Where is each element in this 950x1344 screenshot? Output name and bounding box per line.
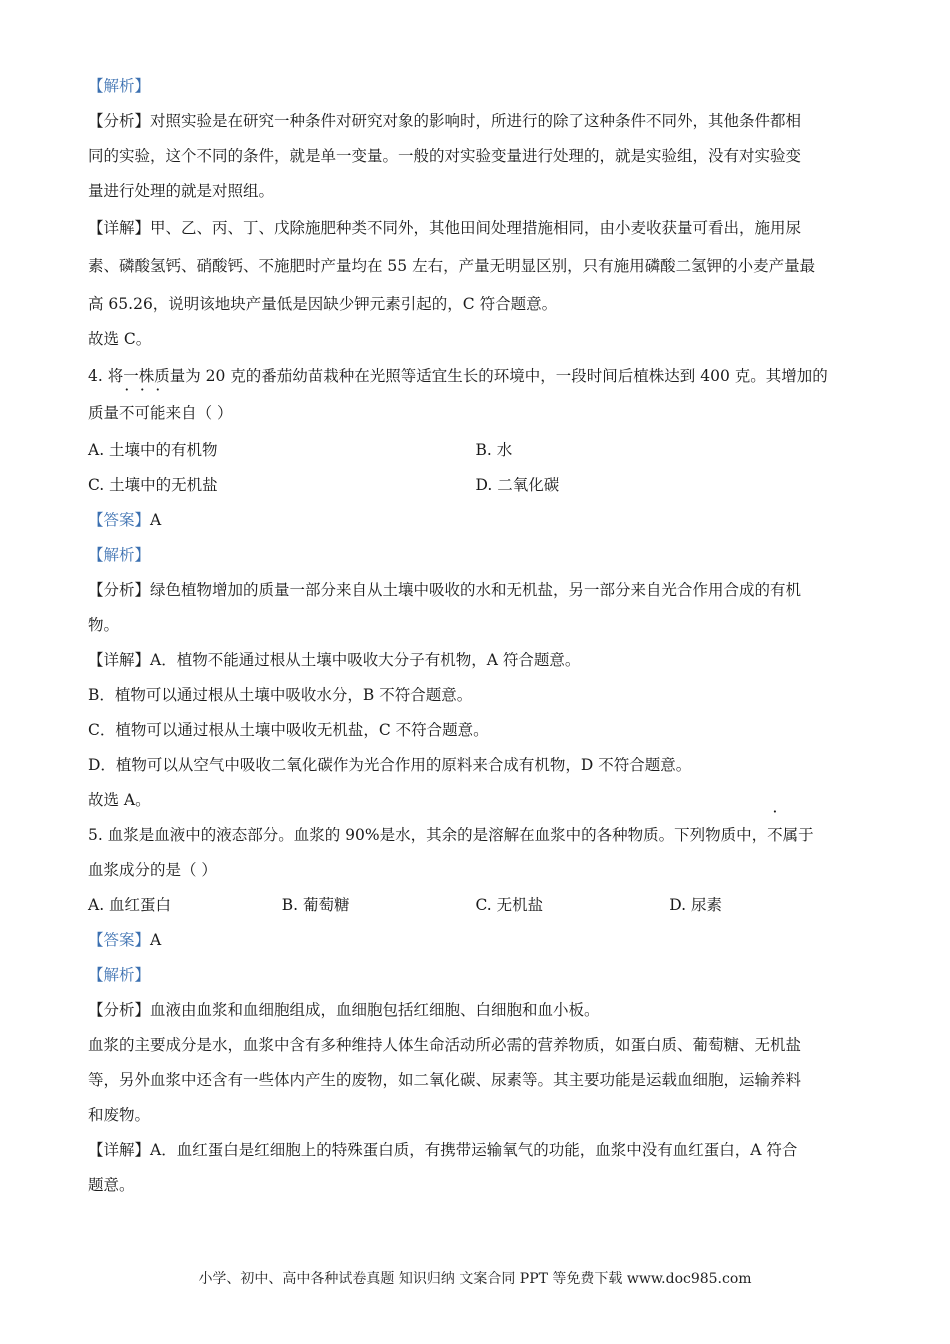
answer-line (88, 503, 863, 538)
option-d: D. 二氧化碳 (475, 476, 560, 494)
emphasis-char: 不 (119, 404, 135, 422)
fenxi-line: 和废物。 (88, 1106, 151, 1124)
options-row (88, 888, 863, 923)
xiangjie-line (88, 643, 863, 678)
fenxi-line: 量进行处理的就是对照组。 (88, 182, 275, 200)
xiangjie-tag: 【详解】 (88, 651, 151, 669)
fenxi-tag: 【分析】 (88, 1001, 151, 1019)
jiexi-tag: 【解析】 (88, 966, 151, 984)
page-footer: 小学、初中、高中各种试卷真题 知识归纳 文案合同 PPT 等免费下载 www.doc985.com (198, 1271, 752, 1287)
fenxi-line: 物。 (88, 616, 120, 634)
fenxi-text-1: 血液由血浆和血细胞组成，血细胞包括红细胞、白细胞和血小板。 (150, 1001, 600, 1019)
jiexi-tag: 【解析】 (88, 77, 151, 95)
xiangjie-paragraph-q3 (88, 211, 863, 357)
stem-text: 属于 (782, 826, 814, 844)
options-row-2 (88, 468, 863, 503)
question-5-stem-line-1 (88, 818, 863, 853)
fenxi-tag: 【分析】 (88, 112, 151, 130)
emphasis-char: 可 (134, 404, 151, 422)
stem-text: 来自（ ） (165, 404, 233, 422)
stem-text: 质量 (88, 404, 120, 422)
emphasis-char: 不 (767, 826, 783, 844)
jiexi-tag: 【解析】 (88, 546, 151, 564)
document-content (88, 74, 863, 1203)
fenxi-text-1: 对照实验是在研究一种条件对研究对象的影响时，所进行的除了这种条件不同外，其他条件都相 (150, 112, 802, 130)
question-4-stem-line-2 (88, 396, 863, 431)
fenxi-line: 同的实验，这个不同的条件，就是单一变量。一般的对实验变量进行处理的，就是实验组，没有对实验变 (88, 147, 802, 165)
conclusion-line: 故选 C。 (88, 330, 152, 348)
xiangjie-line: D．植物可以从空气中吸收二氧化碳作为光合作用的原料来合成有机物，D 不符合题意。 (88, 756, 692, 774)
option-b: B. 葡萄糖 (281, 896, 350, 914)
answer-value: A (150, 511, 162, 529)
jiexi-heading (88, 69, 863, 104)
fenxi-line (88, 104, 863, 139)
option-b: B. 水 (475, 441, 513, 459)
xiangjie-text-1: A．血红蛋白是红细胞上的特殊蛋白质，有携带运输氧气的功能，血浆中没有血红蛋白，A 符合 (150, 1141, 798, 1159)
answer-value: A (150, 931, 162, 949)
question-4 (88, 359, 863, 818)
answer-tag: 【答案】 (88, 931, 151, 949)
fenxi-line (88, 573, 863, 608)
fenxi-text-1: 绿色植物增加的质量一部分来自从土壤中吸收的水和无机盐，另一部分来自光合作用合成的有机 (150, 581, 802, 599)
option-d: D. 尿素 (669, 896, 722, 914)
option-c: C. 无机盐 (475, 896, 544, 914)
option-a: A. 血红蛋白 (88, 896, 172, 914)
xiangjie-line: C．植物可以通过根从土壤中吸收无机盐，C 不符合题意。 (88, 721, 489, 739)
fenxi-line: 血浆的主要成分是水，血浆中含有多种维持人体生命活动所必需的营养物质，如蛋白质、葡萄糖、无机盐 (88, 1036, 802, 1054)
xiangjie-line (88, 211, 863, 246)
question-5-stem-line-2: 血浆成分的是（ ） (88, 861, 217, 879)
fenxi-line: 等，另外血浆中还含有一些体内产生的废物，如二氧化碳、尿素等。其主要功能是运载血细胞，运输养料 (88, 1071, 802, 1089)
xiangjie-line: 高 65.26，说明该地块产量低是因缺少钾元素引起的，C 符合题意。 (88, 295, 558, 313)
xiangjie-line: 素、磷酸氢钙、硝酸钙、不施肥时产量均在 55 左右，产量无明显区别，只有施用磷酸二氢钾的小麦产量最 (88, 257, 816, 275)
question-4-stem-line-1: 4. 将一株质量为 20 克的番茄幼苗栽种在光照等适宜生长的环境中，一段时间后植株达到 400 克。其增加的 (88, 367, 828, 385)
answer-line (88, 923, 863, 958)
xiangjie-line: B．植物可以通过根从土壤中吸收水分，B 不符合题意。 (88, 686, 473, 704)
emphasis-char: 能 (150, 404, 166, 422)
xiangjie-tag: 【详解】 (88, 219, 151, 237)
jiexi-heading (88, 538, 863, 573)
option-c: C. 土壤中的无机盐 (88, 476, 218, 494)
question-5 (88, 818, 863, 1203)
answer-tag: 【答案】 (88, 511, 151, 529)
xiangjie-tag: 【详解】 (88, 1141, 151, 1159)
xiangjie-text-1: 甲、乙、丙、丁、戊除施肥种类不同外，其他田间处理措施相同，由小麦收获量可看出，施用尿 (150, 219, 802, 237)
conclusion-line: 故选 A。 (88, 791, 151, 809)
fenxi-paragraph-q3 (88, 104, 863, 209)
xiangjie-line (88, 1133, 863, 1168)
stem-text: 5. 血浆是血液中的液态部分。血浆的 90%是水，其余的是溶解在血浆中的各种物质。下列物质中， (88, 826, 768, 844)
option-a: A. 土壤中的有机物 (88, 441, 218, 459)
options-row-1 (88, 433, 863, 468)
jiexi-heading (88, 958, 863, 993)
fenxi-tag: 【分析】 (88, 581, 151, 599)
fenxi-line (88, 993, 863, 1028)
xiangjie-text-1: A．植物不能通过根从土壤中吸收大分子有机物，A 符合题意。 (150, 651, 581, 669)
xiangjie-line: 题意。 (88, 1176, 135, 1194)
